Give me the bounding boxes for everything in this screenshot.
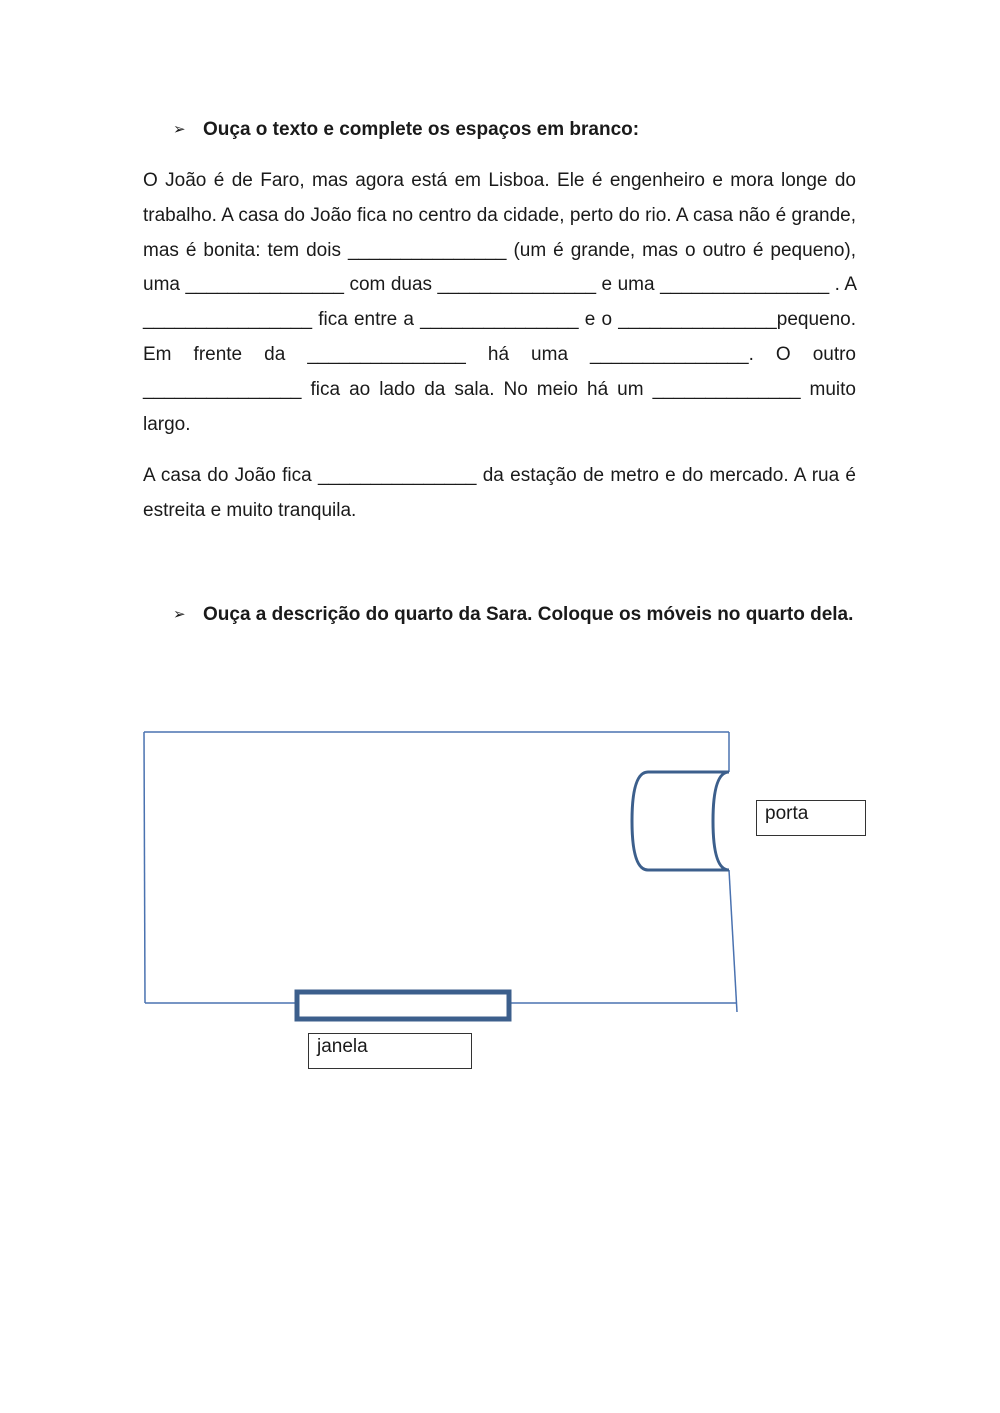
- blank-6[interactable]: _______________: [420, 309, 579, 331]
- blank-1[interactable]: _______________: [347, 239, 507, 261]
- text-segment: há uma: [465, 343, 591, 365]
- text-segment: A casa do João fica: [143, 465, 318, 486]
- text-segment: O João é de Faro, mas agora está em Lisboa. Ele é engenheiro e mora longe do trabalho. A casa do João fica no centro da cidade, perto do rio. A casa não é grande, mas é bonita: tem dois: [143, 170, 856, 261]
- door-label[interactable]: porta: [756, 800, 866, 836]
- blank-9[interactable]: _______________: [590, 343, 749, 365]
- right-wall-lower: [729, 870, 737, 1012]
- blank-7[interactable]: _______________: [618, 309, 777, 331]
- blank-11[interactable]: ______________: [652, 378, 801, 400]
- text-segment: pequeno. Em frente da: [143, 309, 856, 365]
- exercise-2-title: Ouça a descrição do quarto da Sara. Coloque os móveis no quarto dela.: [203, 604, 854, 625]
- text-segment: . O outro: [748, 343, 856, 365]
- arrow-bullet-icon: ➢: [173, 606, 186, 623]
- blank-12[interactable]: _______________: [317, 465, 477, 486]
- window-label[interactable]: janela: [308, 1033, 472, 1069]
- blank-10[interactable]: _______________: [143, 378, 302, 400]
- blank-3[interactable]: _______________: [437, 274, 597, 296]
- text-segment: fica entre a: [312, 309, 421, 331]
- text-segment: . A: [829, 274, 856, 296]
- text-segment: fica ao lado da sala. No meio há um: [301, 378, 653, 400]
- text-segment: (um é grande, mas o outro é pequeno), uma: [143, 239, 856, 296]
- blank-2[interactable]: _______________: [185, 274, 344, 296]
- door-icon: [632, 772, 729, 870]
- exercise-1-title: Ouça o texto e complete os espaços em branco:: [203, 119, 640, 140]
- text-segment: muito largo.: [143, 378, 856, 435]
- blank-5[interactable]: ________________: [143, 309, 313, 331]
- window-icon: [297, 992, 509, 1019]
- blank-8[interactable]: _______________: [307, 343, 466, 365]
- arrow-bullet-icon: ➢: [173, 121, 186, 138]
- left-wall: [144, 732, 145, 1003]
- blank-4[interactable]: ________________: [660, 274, 830, 296]
- text-segment: com duas: [343, 274, 438, 296]
- text-segment: e o: [578, 309, 619, 331]
- text-segment: e uma: [596, 274, 661, 296]
- text-segment: da estação de metro e do mercado. A rua é estreita e muito tranquila.: [143, 465, 856, 521]
